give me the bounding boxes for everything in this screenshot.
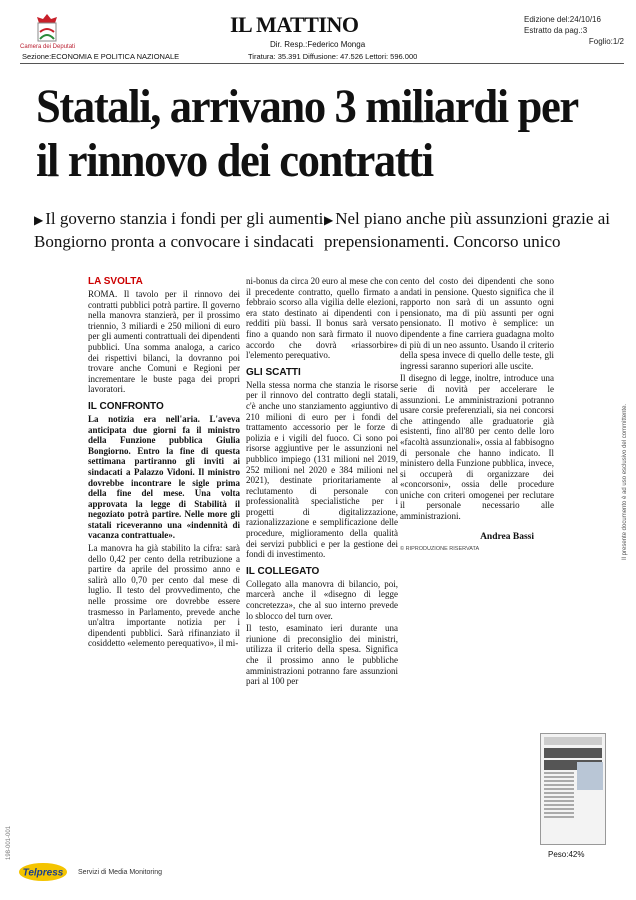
- telpress-logo-icon: [18, 862, 68, 882]
- subheadline-right-text: Nel piano anche più assunzioni grazie ai prepensionamenti. Concorso unico: [324, 209, 610, 251]
- subheadline-left-text: Il governo stanzia i fondi per gli aumenti Bongiorno pronta a convocare i sindacati: [34, 209, 324, 251]
- paragraph: ni-bonus da circa 20 euro al mese che con il precedente contratto, quello firmato a febbraio scorso alla vigilia delle elezioni, era stato destinato ai dipendenti con i redditi più bassi. Il bonus sarà versato fino a quando non sarà firmato il nuovo accordo che dovrà «riassorbire» l'elemento perequativo.: [246, 276, 398, 361]
- kicker-il-confronto: IL CONFRONTO: [88, 400, 164, 412]
- paragraph: Nella stessa norma che stanzia le risorse per il rinnovo del contratto degli statali, c'è anche uno stanziamento aggiuntivo di 210 milioni di euro per i fondi del trattamento accessorio per le forze di polizia e i vigili del fuoco. Ci sono poi risorse aggiuntive per le assunzioni nel pubblico impiego (131 milioni nel 2019, 252 milioni nel 2020 e 384 milioni nel 2021), destinate prioritariamente al reclutamento di personale con professionalità specialistiche per i progetti di digitalizzazione, razionalizzazione e semplificazione delle procedure, miglioramento della qualità dei servizi pubblici e per la gestione dei fondi di investimento.: [246, 379, 398, 560]
- paragraph: La notizia era nell'aria. L'aveva anticipata due giorni fa il ministro della Funzione pubblica Giulia Bongiorno. Entro la fine di questa settimana partiranno gli inviti ai sindacati a Palazzo Vidoni. Il ministro dovrebbe incontrare le sigle prima della fine del mese. Una volta approvata la legge di Stabilità il negoziato potrà partire. Nelle more gli statali riceveranno una «indennità di vacanza contrattuale».: [88, 413, 240, 541]
- subheadline-right: [324, 208, 624, 252]
- paragraph: Collegato alla manovra di bilancio, poi, marcerà anche il «disegno di legge concretezza», che al suo interno prevede lo sblocco del turn over.: [246, 578, 398, 621]
- paragraph: Il disegno di legge, inoltre, introduce una serie di novità per accelerare le assunzioni. Le amministrazioni potranno usare corsie preferenziali, sia nei concorsi che attingendo alle graduatorie già esistenti, fino all'80 per cento delle loro «facoltà assunzionali», ossia al fabbisogno di personale che hanno indicato. Il ministero della Funzione pubblica, invece, si occuperà di organizzare dei «concorsoni», ossia delle procedure uniche con criteri omogenei per reclutare il personale necessario alle amministrazioni.: [400, 373, 554, 522]
- print-stats: Tiratura: 35.391 Diffusione: 47.526 Lettori: 596.000: [248, 52, 418, 61]
- sheet-count: Foglio:1/2: [588, 37, 624, 46]
- paragraph: cento del costo dei dipendenti che sono andati in pensione. Questo significa che il rapporto non sarà di un assunto ogni pensionato, ma di più assunti per ogni pensionato. Il motivo è semplice: un dipendente a fine carriera guadagna molto di più di un neo assunto. Usando il criterio della spesa invece di quello delle teste, gli ingressi saranno superiori alle uscite.: [400, 276, 554, 371]
- article-column-3: [400, 276, 554, 552]
- triangle-bullet-icon: ▶: [34, 213, 44, 227]
- page-thumbnail: [540, 733, 606, 845]
- kicker-gli-scatti: GLI SCATTI: [246, 366, 301, 378]
- document-code: 198-001-001: [6, 825, 12, 860]
- thumbnail-image-icon: [577, 762, 603, 790]
- article-headline: Statali, arrivano 3 miliardi per il rinnovo dei contratti: [36, 80, 578, 187]
- edition-date: Edizione del:24/10/16: [524, 15, 601, 24]
- rights-notice: © RIPRODUZIONE RISERVATA: [400, 546, 480, 553]
- usage-notice: Il presente documento è ad uso esclusivo del committente.: [622, 403, 628, 560]
- extract-pages: Estratto da pag.:3: [524, 26, 588, 35]
- subheadline-left: [34, 208, 334, 252]
- logo-caption: Camera dei Deputati: [20, 44, 76, 50]
- paragraph: ROMA. Il tavolo per il rinnovo dei contratti pubblici potrà partire. Il governo nella manovra stanzierà, per il prossimo triennio, 3 miliardi e 250 milioni di euro per gli aumenti contrattuali dei dipendenti pubblici. Una somma analoga, a carico dei rispettivi bilanci, la dovranno poi trovare anche Comuni e Regioni per incrementare le buste paga dei propri lavoratori.: [88, 289, 240, 395]
- kicker-il-collegato: IL COLLEGATO: [246, 565, 320, 577]
- section-label: Sezione:ECONOMIA E POLITICA NAZIONALE: [22, 52, 180, 61]
- header-divider: [20, 63, 624, 64]
- edition-meta: [524, 14, 624, 47]
- director: Dir. Resp.:Federico Monga: [270, 40, 366, 49]
- paragraph: Il testo, esaminato ieri durante una riunione di preconsiglio dei ministri, utilizza il criterio della spesa. Significa che il prossimo anno le pubbliche amministrazioni potranno fare assunzioni pari al 100 per: [246, 623, 398, 687]
- kicker-la-svolta: LA SVOLTA: [88, 276, 143, 287]
- article-column-1: [88, 276, 240, 651]
- page-weight-label: Peso:42%: [548, 850, 585, 859]
- footer-label: Servizi di Media Monitoring: [78, 869, 163, 876]
- author-signature: Andrea Bassi: [480, 531, 534, 542]
- article-column-2: [246, 276, 398, 689]
- svg-text:Telpress: Telpress: [22, 867, 64, 879]
- paragraph: La manovra ha già stabilito la cifra: sarà dello 0,42 per cento della retribuzione a partire da aprile del prossimo anno e salirà allo 0,70 per cento dal mese di luglio. Il testo del provvedimento, che nelle prossime ore dovrebbe essere trasmesso in Parlamento, prevede anche un'altra importante notizia per i dipendenti pubblici. Sarà rifinanziato il cosiddetto «elemento perequativo», il mi-: [88, 543, 240, 649]
- newspaper-masthead: IL MATTINO: [230, 12, 359, 37]
- triangle-bullet-icon: ▶: [324, 213, 334, 227]
